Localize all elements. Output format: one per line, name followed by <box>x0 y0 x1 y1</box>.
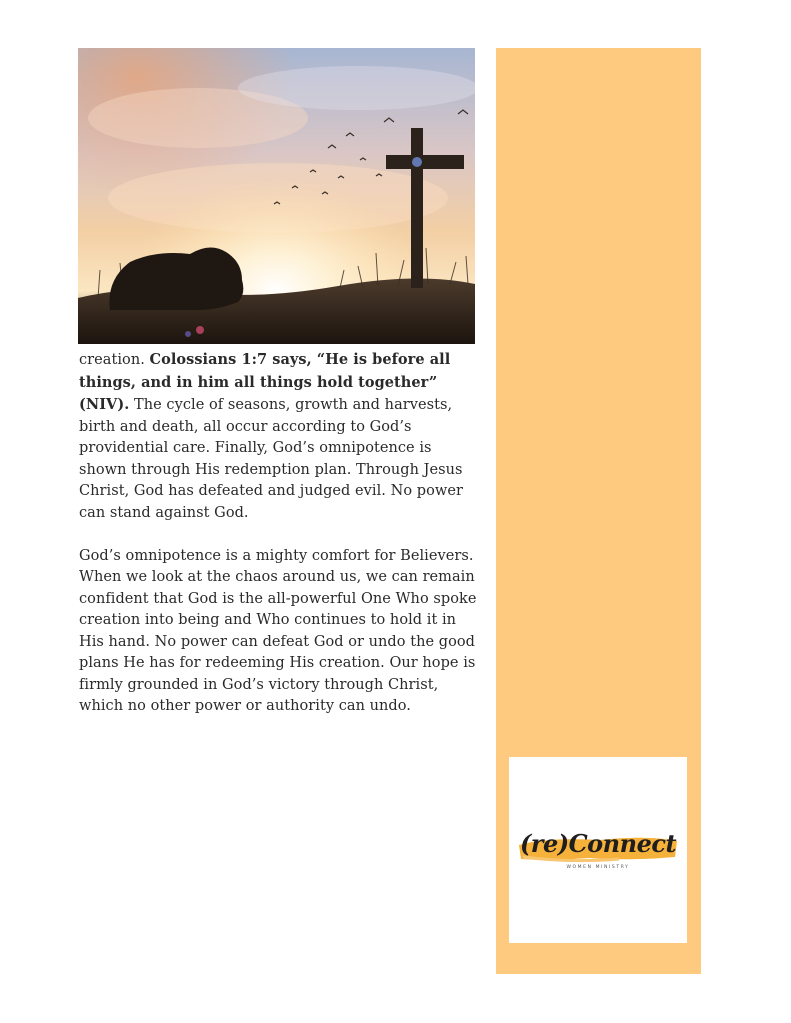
p1-rest: The cycle of seasons, growth and harvests, birth and death, all occur according to God’s providential care. Finally, God’s omnipotence is shown through His redemption plan. Through Jesus Christ, God has defeated and judged evil. No power can stand against God. <box>79 397 463 521</box>
article-paragraph-2: God’s omnipotence is a mighty comfort for Believers. When we look at the chaos around us, we can remain confident that God is the all-powerful One Who spoke creation into being and Who continues to hold it in His hand. No power can defeat God or undo the good plans He has for redeeming His creation. Our hope is firmly grounded in God’s victory through Christ, which no other power or authority can undo. <box>79 547 477 714</box>
article-paragraph-1 <box>79 349 479 524</box>
logo-card <box>509 757 687 943</box>
prayer-cross-image <box>78 48 475 344</box>
logo-title: (re)Connect <box>519 829 677 858</box>
article-body <box>79 349 479 718</box>
p1-start: creation. <box>79 352 150 368</box>
logo-subtitle: WOMEN MINISTRY <box>566 865 630 870</box>
hero-photo <box>78 48 475 344</box>
scripture-quote: Colossians 1:7 says, “He is before all things, and in him all things hold together” (NIV). <box>79 351 451 413</box>
